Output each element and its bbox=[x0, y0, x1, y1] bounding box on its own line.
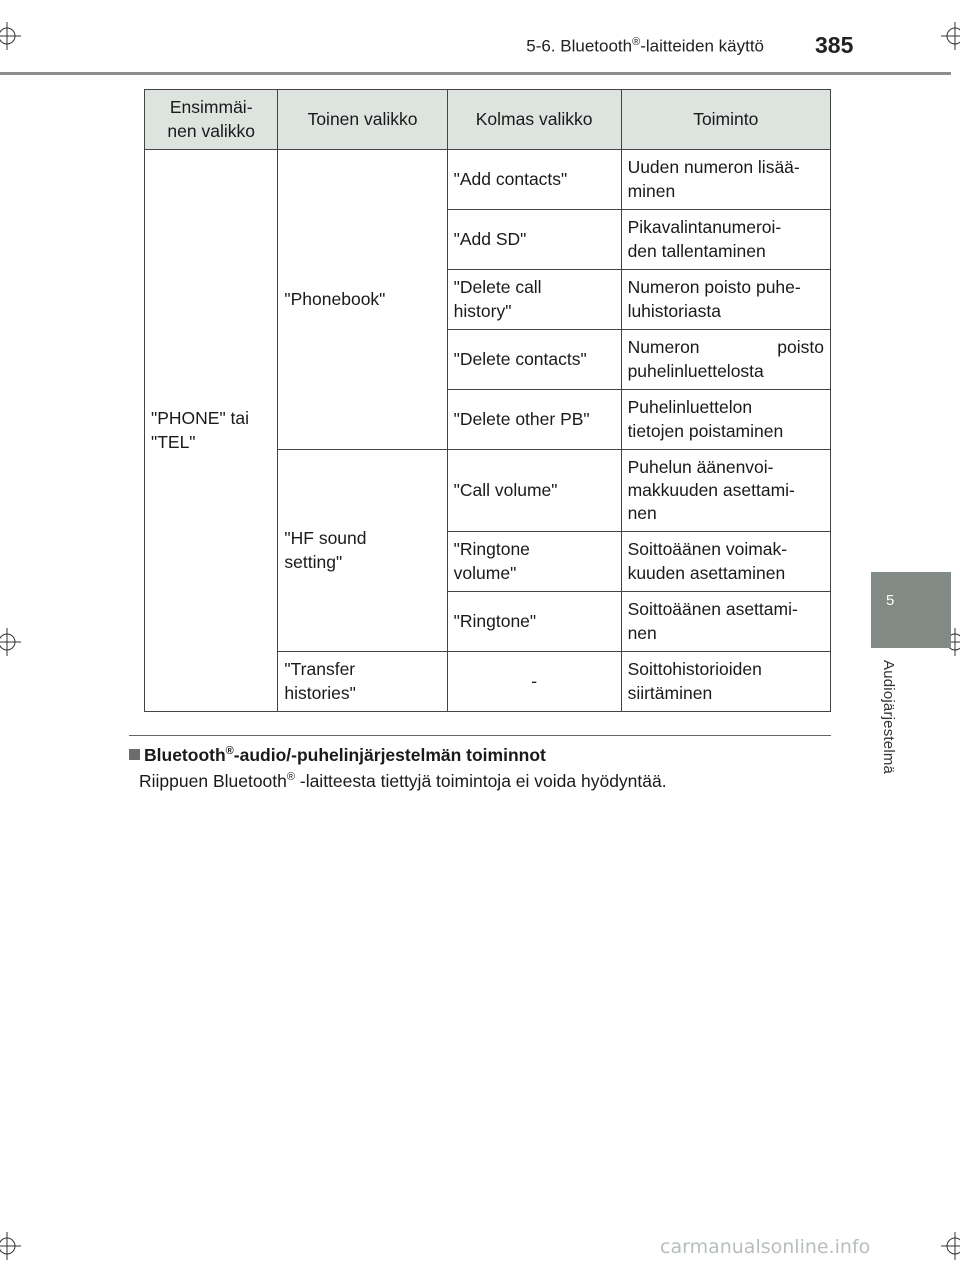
third-menu-cell: "Ringtone" bbox=[447, 592, 621, 652]
chapter-label: Audiojärjestelmä bbox=[880, 660, 897, 775]
crop-mark-icon bbox=[941, 1232, 960, 1260]
function-cell: Soittohistorioiden siirtäminen bbox=[621, 652, 830, 712]
section-divider bbox=[129, 735, 831, 736]
column-header-label: Toinen valikko bbox=[307, 108, 418, 129]
column-header-label: Toiminto bbox=[693, 108, 759, 129]
square-bullet-icon bbox=[129, 749, 140, 760]
second-menu-cell: "Transfer histories" bbox=[278, 652, 447, 712]
third-menu-cell: "Delete other PB" bbox=[447, 390, 621, 450]
section-body bbox=[139, 771, 667, 792]
function-cell: Puhelinluettelon tietojen poistaminen bbox=[621, 390, 830, 450]
table-header-row bbox=[145, 90, 831, 150]
function-cell: Uuden numeron lisää- minen bbox=[621, 150, 830, 210]
function-cell: Numeron poisto puhelinluettelosta bbox=[621, 330, 830, 390]
column-header bbox=[145, 90, 278, 150]
first-menu-cell: "PHONE" tai "TEL" bbox=[145, 150, 278, 712]
header-rule bbox=[0, 72, 951, 75]
second-menu-cell: "Phonebook" bbox=[278, 150, 447, 450]
crop-mark-icon bbox=[941, 22, 960, 50]
column-header bbox=[621, 90, 830, 150]
section-body-prefix: Riippuen Bluetooth bbox=[139, 771, 287, 791]
section-heading-prefix: Bluetooth bbox=[144, 745, 226, 765]
menu-table bbox=[144, 89, 831, 712]
third-menu-cell: - bbox=[447, 652, 621, 712]
registered-mark: ® bbox=[286, 771, 295, 784]
section-heading bbox=[129, 745, 546, 766]
third-menu-cell: "Add contacts" bbox=[447, 150, 621, 210]
column-header-label: Kolmas valikko bbox=[475, 108, 593, 129]
column-header bbox=[278, 90, 447, 150]
third-menu-cell: "Delete call history" bbox=[447, 270, 621, 330]
third-menu-cell: "Delete contacts" bbox=[447, 330, 621, 390]
page-number: 385 bbox=[815, 32, 854, 58]
column-header-label: Ensimmäi- nen valikko bbox=[167, 97, 255, 141]
chapter-tab bbox=[871, 572, 951, 648]
second-menu-cell: "HF sound setting" bbox=[278, 450, 447, 652]
crop-mark-icon bbox=[0, 1232, 21, 1260]
function-cell: Puhelun äänenvoi- makkuuden asettami- nen bbox=[621, 450, 830, 532]
table-row bbox=[145, 150, 831, 210]
column-header bbox=[447, 90, 621, 150]
section-heading-suffix: -audio/-puhelinjärjestelmän toiminnot bbox=[233, 745, 546, 765]
header-title-prefix: 5-6. Bluetooth bbox=[526, 36, 633, 56]
third-menu-cell: "Add SD" bbox=[447, 210, 621, 270]
header-title bbox=[526, 36, 764, 57]
crop-mark-icon bbox=[0, 22, 21, 50]
function-cell: Soittoäänen voimak- kuuden asettaminen bbox=[621, 532, 830, 592]
third-menu-cell: "Call volume" bbox=[447, 450, 621, 532]
function-cell: Numeron poisto puhe- luhistoriasta bbox=[621, 270, 830, 330]
function-cell: Pikavalintanumeroi- den tallentaminen bbox=[621, 210, 830, 270]
chapter-number: 5 bbox=[886, 592, 895, 609]
registered-mark: ® bbox=[632, 36, 641, 48]
function-cell: Soittoäänen asettami- nen bbox=[621, 592, 830, 652]
section-body-suffix: -laitteesta tiettyjä toimintoja ei voida hyödyntää. bbox=[295, 771, 667, 791]
header-title-suffix: -laitteiden käyttö bbox=[640, 36, 764, 56]
crop-mark-icon bbox=[0, 628, 21, 656]
registered-mark: ® bbox=[225, 745, 234, 758]
third-menu-cell: "Ringtone volume" bbox=[447, 532, 621, 592]
watermark: carmanualsonline.info bbox=[660, 1236, 871, 1258]
